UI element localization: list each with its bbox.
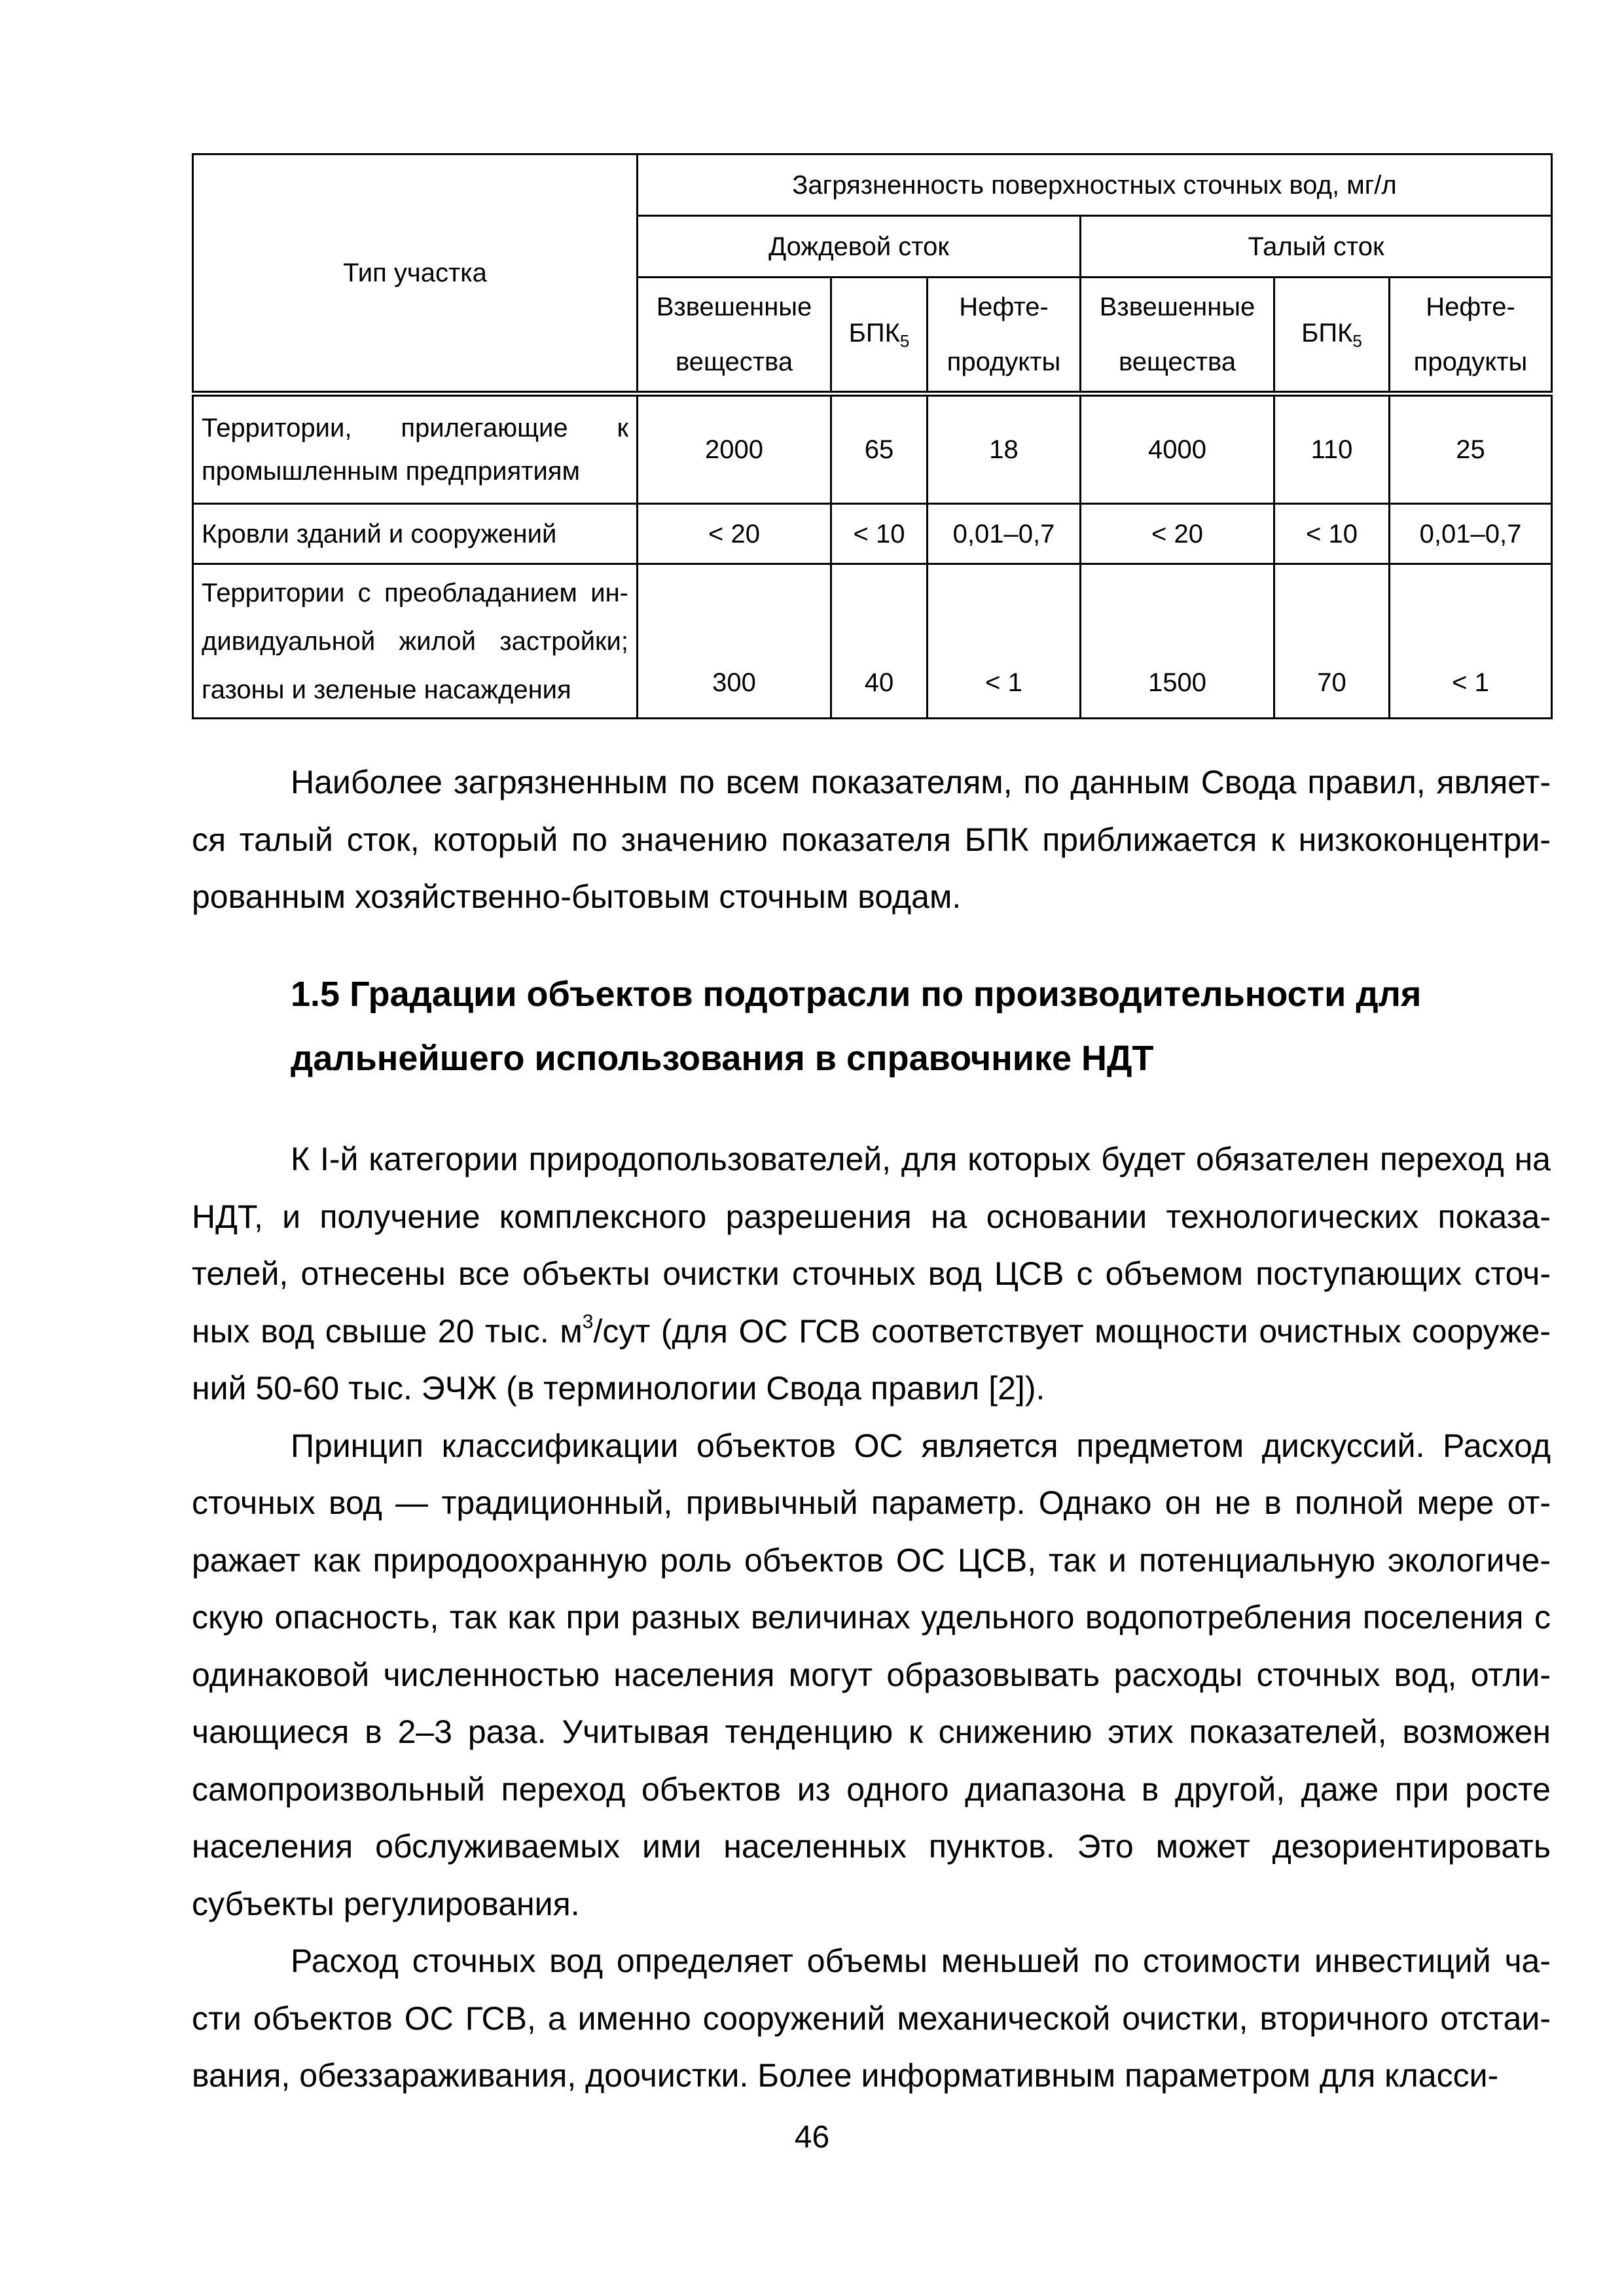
paragraph: Наиболее загрязненным по всем показателям, по данным Свода правил, являет-ся талый сток, который по значению показателя БПК приближается к низкоконцентри-рованным хозяйственно-бытовым сточным водам. [192,764,1551,915]
table-cell: < 10 [1274,504,1390,564]
paragraph: К I-й категории природопользователей, для которых будет обязателен переход на НДТ, и получение комплексного разрешения на основании технологических показа-телей, отнесены все объекты очистки сточных вод ЦСВ с объемом поступающих сточ-ных вод свыше 20 тыс. $м^3$/сут (для ОС ГСВ соответствует мощности очистных сооруже-ний 50-60 тыс. ЭЧЖ (в терминологии Свода правил [2]). [192,1141,1551,1407]
table-cell: 300 [638,564,831,719]
table-cell: 0,01–0,7 [928,504,1081,564]
pollution-table [192,153,1553,719]
header-pollution-group: Загрязненность поверхностных сточных вод, мг/л [638,154,1552,216]
section-heading: 1.5 Градации объектов подотрасли по производительности для дальнейшего использования в справочнике НДТ [291,975,1422,1078]
header-rain-runoff: Дождевой сток [638,216,1081,278]
table-cell: < 1 [1390,564,1552,719]
table-row [193,564,1552,719]
header-oil-melt: Нефте-продукты [1390,278,1552,394]
paragraph: Принцип классификации объектов ОС является предметом дискуссий. Расход сточных вод — традиционный, привычный параметр. Однако он не в полной мере от-ражает как природоохранную роль объектов ОС ЦСВ, так и потенциальную экологиче-скую опасность, так как при разных величинах удельного водопотребления поселения с одинаковой численностью населения могут образовывать расходы сточных вод, отли-чающиеся в 2–3 раза. Учитывая тенденцию к снижению этих показателей, возможен самопроизвольный переход объектов из одного диапазона в другой, даже при росте населения обслуживаемых ими населенных пунктов. Это может дезориентировать субъекты регулирования. [192,1427,1551,1922]
row-label: Территории, прилегающие к промышленным предприятиям [193,394,638,504]
table-cell: < 1 [928,564,1081,719]
row-label: Территории с преобладанием ин-дивидуальной жилой застройки; газоны и зеленые насаждения [193,564,638,719]
header-bod-melt: $БПК_5$ [1274,278,1390,394]
paragraph: Расход сточных вод определяет объемы меньшей по стоимости инвестиций ча-сти объектов ОС ГСВ, а именно сооружений механической очистки, вторичного отстаи-вания, обеззараживания, доочистки. Более информативным параметром для класси- [192,1943,1551,2094]
table-cell: 4000 [1081,394,1274,504]
table-cell: < 20 [1081,504,1274,564]
header-suspended-rain: Взвешенные вещества [638,278,831,394]
table-cell: 25 [1390,394,1552,504]
row-label: Кровли зданий и сооружений [193,504,638,564]
header-melt-runoff: Талый сток [1081,216,1552,278]
table-row [193,504,1552,564]
table-cell: 1500 [1081,564,1274,719]
header-bod-rain: $БПК_5$ [831,278,928,394]
header-site-type: Тип участка [193,154,638,394]
table-cell: 2000 [638,394,831,504]
table-cell: 65 [831,394,928,504]
table-cell: 70 [1274,564,1390,719]
table-cell: 18 [928,394,1081,504]
page-number: 46 [794,2120,830,2155]
table-cell: 40 [831,564,928,719]
table-cell: 110 [1274,394,1390,504]
header-oil-rain: Нефте-продукты [928,278,1081,394]
table-cell: < 20 [638,504,831,564]
paragraph-block-2 [192,1131,1551,2105]
table-row [193,394,1552,504]
header-suspended-melt: Взвешенные вещества [1081,278,1274,394]
table-cell: < 10 [831,504,928,564]
paragraph-block-1 [192,754,1551,926]
table-cell: 0,01–0,7 [1390,504,1552,564]
